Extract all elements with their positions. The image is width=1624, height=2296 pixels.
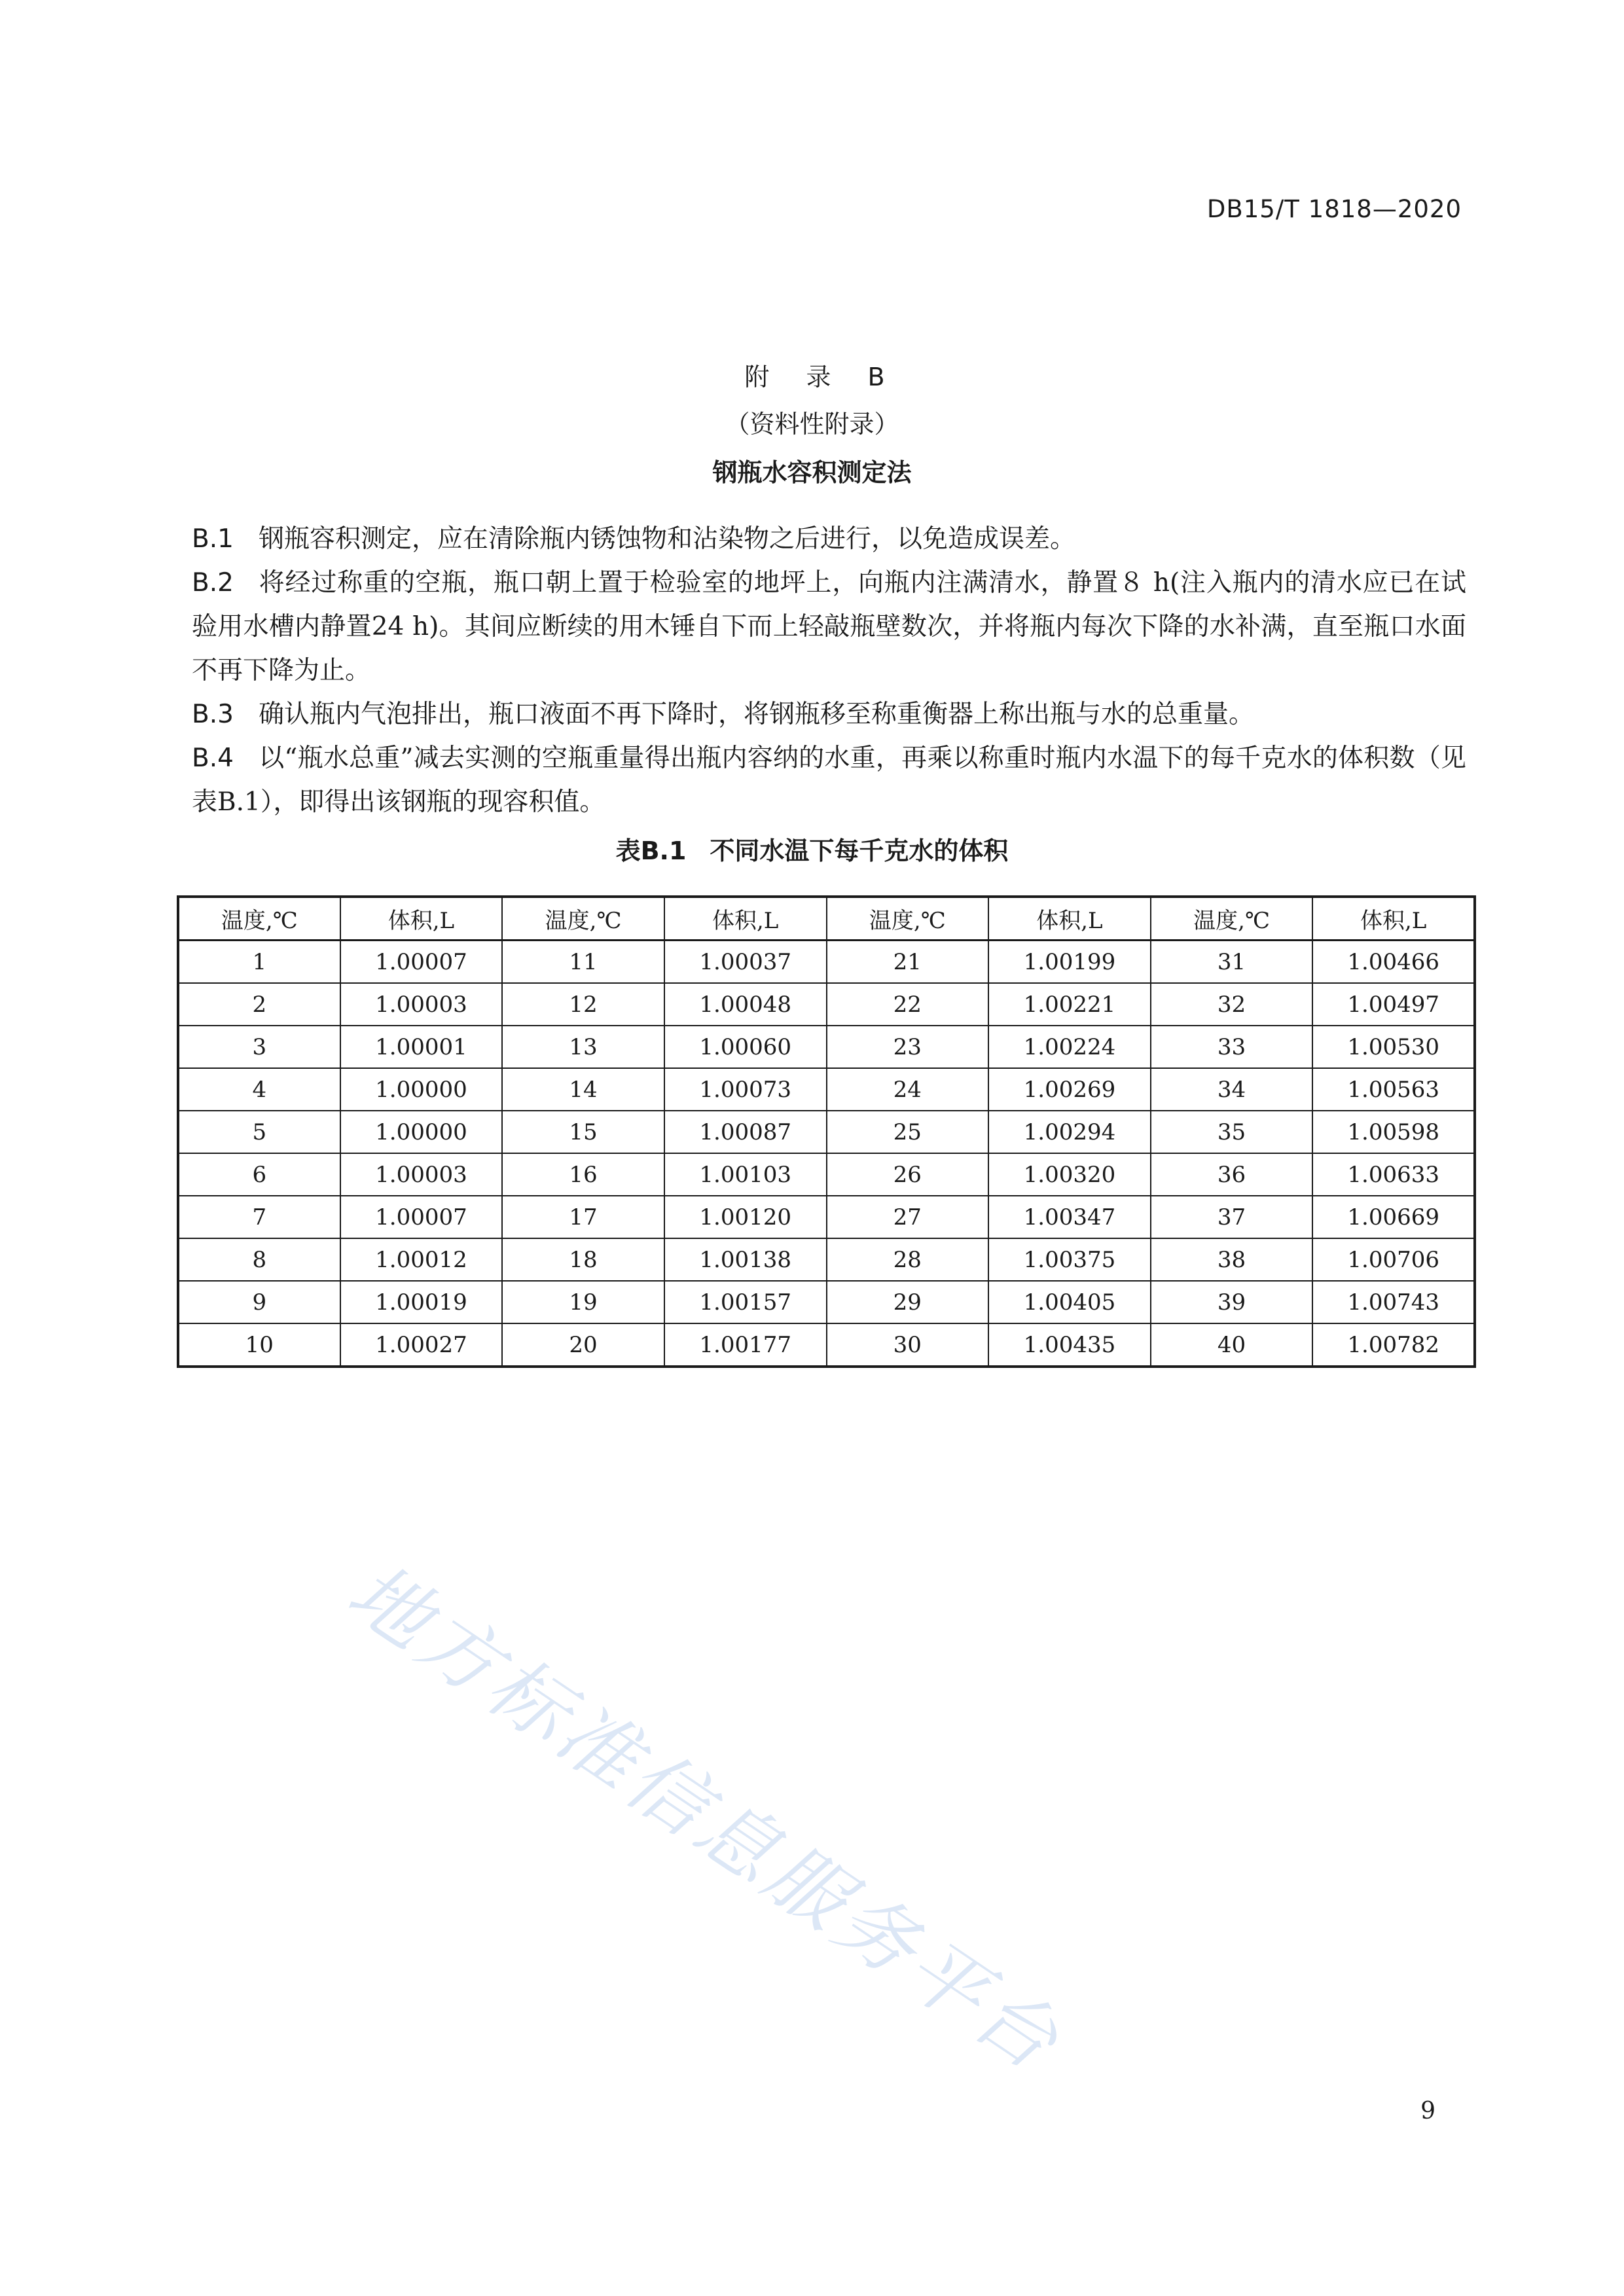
volume-cell: 1.00087 [664,1111,827,1153]
temperature-cell: 12 [502,983,664,1026]
temperature-cell: 14 [502,1068,664,1111]
temperature-cell: 10 [178,1323,340,1367]
volume-cell: 1.00782 [1312,1323,1475,1367]
volume-cell: 1.00060 [664,1026,827,1068]
header-temperature: 温度,℃ [178,897,340,941]
temperature-cell: 34 [1151,1068,1313,1111]
table-row [178,1111,1475,1153]
table-row [178,1238,1475,1281]
temperature-cell: 26 [827,1153,989,1196]
temperature-cell: 3 [178,1026,340,1068]
temperature-cell: 31 [1151,941,1313,984]
appendix-subtitle: （资料性附录） [725,410,899,439]
volume-cell: 1.00138 [664,1238,827,1281]
temperature-cell: 37 [1151,1196,1313,1238]
volume-cell: 1.00435 [988,1323,1151,1367]
table-body [178,941,1475,1367]
temperature-cell: 35 [1151,1111,1313,1153]
volume-cell: 1.00103 [664,1153,827,1196]
volume-cell: 1.00027 [340,1323,503,1367]
clauses [192,517,1466,824]
header-volume: 体积,L [340,897,503,941]
temperature-cell: 33 [1151,1026,1313,1068]
appendix-heading [0,353,1624,497]
header-volume: 体积,L [1312,897,1475,941]
temperature-cell: 15 [502,1111,664,1153]
clause-b3 [192,692,1466,736]
table-caption [0,831,1624,870]
temperature-cell: 2 [178,983,340,1026]
volume-cell: 1.00048 [664,983,827,1026]
clause-number: B.1 [192,524,234,554]
clause-text: 以“瓶水总重”减去实测的空瓶重量得出瓶内容纳的水重，再乘以称重时瓶内水温下的每千克水的体积数（见表B.1），即得出该钢瓶的现容积值。 [192,744,1466,817]
table-caption-title: 不同水温下每千克水的体积 [710,836,1009,865]
volume-cell: 1.00019 [340,1281,503,1323]
volume-cell: 1.00598 [1312,1111,1475,1153]
table-row [178,1153,1475,1196]
volume-cell: 1.00012 [340,1238,503,1281]
header-temperature: 温度,℃ [502,897,664,941]
temperature-cell: 28 [827,1238,989,1281]
temperature-cell: 5 [178,1111,340,1153]
volume-cell: 1.00000 [340,1068,503,1111]
volume-cell: 1.00320 [988,1153,1151,1196]
clause-b4 [192,736,1466,824]
volume-cell: 1.00224 [988,1026,1151,1068]
volume-cell: 1.00497 [1312,983,1475,1026]
appendix-name: 钢瓶水容积测定法 [712,458,912,487]
temperature-cell: 11 [502,941,664,984]
volume-cell: 1.00375 [988,1238,1151,1281]
clause-number: B.4 [192,744,234,773]
header-volume: 体积,L [664,897,827,941]
temperature-cell: 16 [502,1153,664,1196]
table-row [178,941,1475,984]
standard-code: DB15/T 1818—2020 [1206,195,1462,223]
volume-cell: 1.00157 [664,1281,827,1323]
volume-cell: 1.00405 [988,1281,1151,1323]
volume-cell: 1.00466 [1312,941,1475,984]
volume-cell: 1.00269 [988,1068,1151,1111]
table-header-row [178,897,1475,941]
volume-cell: 1.00347 [988,1196,1151,1238]
temperature-cell: 6 [178,1153,340,1196]
clause-text: 将经过称重的空瓶，瓶口朝上置于检验室的地坪上，向瓶内注满清水，静置８ h(注入瓶内的清水应已在试验用水槽内静置24 h)。其间应断续的用木锤自下而上轻敲瓶壁数次，并将瓶内每次下降的水补满，直至瓶口水面不再下降为止。 [192,568,1466,685]
temperature-cell: 13 [502,1026,664,1068]
temperature-cell: 17 [502,1196,664,1238]
table-row [178,983,1475,1026]
volume-cell: 1.00706 [1312,1238,1475,1281]
temperature-cell: 24 [827,1068,989,1111]
temperature-cell: 29 [827,1281,989,1323]
temperature-cell: 32 [1151,983,1313,1026]
temperature-cell: 40 [1151,1323,1313,1367]
table-row [178,1068,1475,1111]
header-temperature: 温度,℃ [827,897,989,941]
volume-cell: 1.00294 [988,1111,1151,1153]
appendix-title: 附 录 B [744,363,899,391]
volume-cell: 1.00073 [664,1068,827,1111]
temperature-cell: 30 [827,1323,989,1367]
temperature-cell: 22 [827,983,989,1026]
volume-cell: 1.00221 [988,983,1151,1026]
volume-cell: 1.00530 [1312,1026,1475,1068]
table-row [178,1196,1475,1238]
page-number: 9 [1420,2098,1435,2125]
volume-cell: 1.00199 [988,941,1151,984]
temperature-cell: 25 [827,1111,989,1153]
clause-text: 确认瓶内气泡排出，瓶口液面不再下降时，将钢瓶移至称重衡器上称出瓶与水的总重量。 [258,700,1254,729]
watermark: 地方标准信息服务平台 [332,1546,1078,2090]
temperature-cell: 39 [1151,1281,1313,1323]
volume-cell: 1.00037 [664,941,827,984]
volume-cell: 1.00743 [1312,1281,1475,1323]
volume-cell: 1.00000 [340,1111,503,1153]
volume-cell: 1.00007 [340,941,503,984]
volume-cell: 1.00003 [340,983,503,1026]
clause-b2 [192,561,1466,692]
temperature-cell: 23 [827,1026,989,1068]
clause-number: B.2 [192,568,234,598]
temperature-cell: 19 [502,1281,664,1323]
clause-text: 钢瓶容积测定，应在清除瓶内锈蚀物和沾染物之后进行，以免造成误差。 [258,524,1075,554]
temperature-cell: 7 [178,1196,340,1238]
header-volume: 体积,L [988,897,1151,941]
volume-cell: 1.00669 [1312,1196,1475,1238]
header-temperature: 温度,℃ [1151,897,1313,941]
table-row [178,1281,1475,1323]
clause-b1 [192,517,1466,561]
volume-cell: 1.00563 [1312,1068,1475,1111]
volume-cell: 1.00007 [340,1196,503,1238]
volume-cell: 1.00177 [664,1323,827,1367]
table-caption-number: 表B.1 [615,836,687,865]
temperature-cell: 20 [502,1323,664,1367]
table-row [178,1026,1475,1068]
temperature-cell: 9 [178,1281,340,1323]
temperature-cell: 4 [178,1068,340,1111]
temperature-cell: 27 [827,1196,989,1238]
volume-cell: 1.00633 [1312,1153,1475,1196]
volume-cell: 1.00120 [664,1196,827,1238]
temperature-cell: 8 [178,1238,340,1281]
temperature-cell: 1 [178,941,340,984]
temperature-cell: 38 [1151,1238,1313,1281]
volume-cell: 1.00001 [340,1026,503,1068]
temperature-cell: 21 [827,941,989,984]
temperature-cell: 36 [1151,1153,1313,1196]
volume-cell: 1.00003 [340,1153,503,1196]
temperature-cell: 18 [502,1238,664,1281]
table-row [178,1323,1475,1367]
water-volume-table [177,895,1476,1368]
clause-number: B.3 [192,700,234,729]
